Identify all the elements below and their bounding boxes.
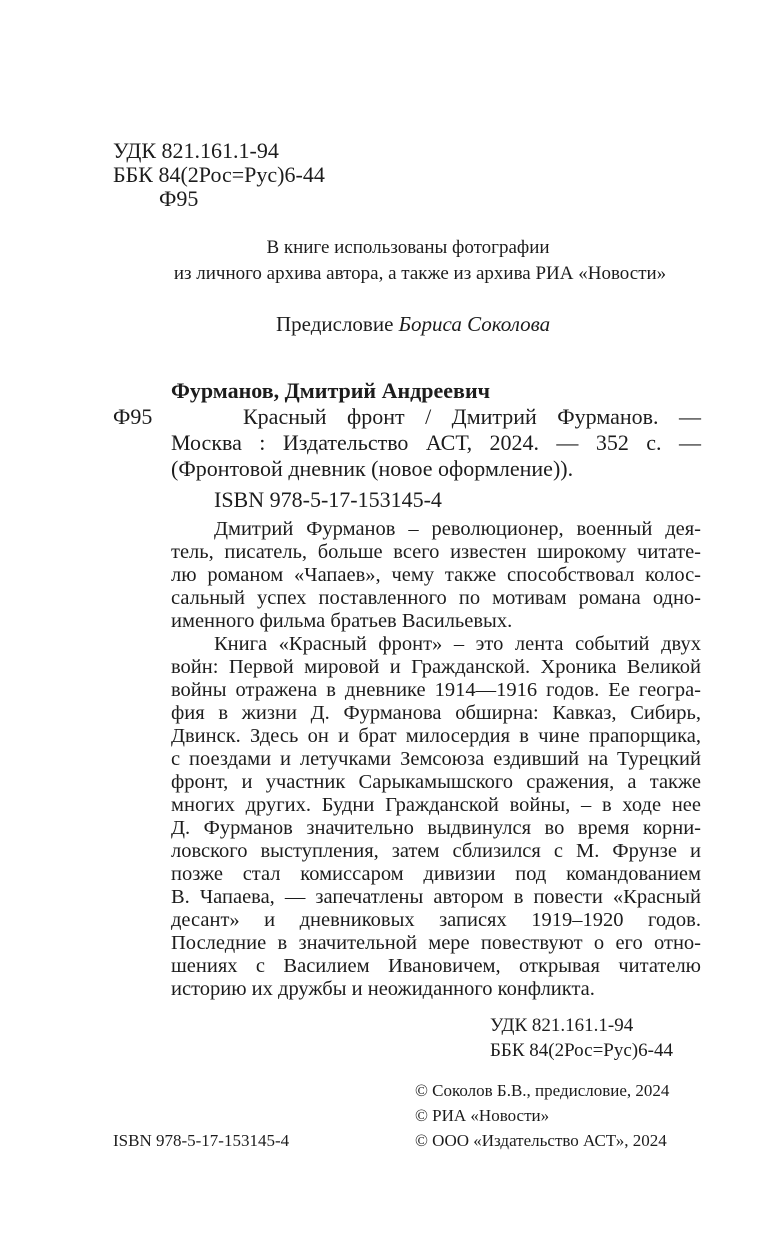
bib-line-1: Красный фронт / Дмитрий Фурманов. — — [243, 404, 701, 429]
bib-line-2: Москва : Издательство АСТ, 2024. — 352 с. — — [171, 430, 701, 455]
annotation-line: лю романом «Чапаев», чему также способствовал колос- — [171, 564, 701, 586]
photo-note-line-2: из личного архива автора, а также из архива РИА «Новости» — [173, 263, 667, 284]
annotation-line: фия в жизни Д. Фурманова обширна: Кавказ, Сибирь, — [171, 702, 701, 724]
author-mark-top: Ф95 — [159, 186, 199, 211]
bbk-code-top: ББК 84(2Рос=Рус)6-44 — [113, 162, 325, 187]
copyright-line: © ООО «Издательство АСТ», 2024 — [415, 1131, 667, 1150]
annotation-line: ловского выступления, затем сблизился с М. Фрунзе и — [171, 840, 701, 862]
annotation-line: многих других. Будни Гражданской войны, – в ходе нее — [171, 794, 701, 816]
preface-prefix: Предисловие — [276, 312, 394, 336]
annotation-line: Двинск. Здесь он и брат милосердия в чине прапорщика, — [171, 725, 701, 747]
author-heading: Фурманов, Дмитрий Андреевич — [171, 378, 491, 403]
preface-author: Бориса Соколова — [398, 312, 551, 336]
udk-code-top: УДК 821.161.1-94 — [113, 138, 279, 163]
isbn-footer: ISBN 978-5-17-153145-4 — [113, 1131, 290, 1150]
preface-credit — [276, 311, 550, 337]
bbk-code-bottom: ББК 84(2Рос=Рус)6-44 — [490, 1040, 673, 1061]
annotation-line: Д. Фурманов значительно выдвинулся во время корни- — [171, 817, 701, 839]
annotation-line: тель, писатель, больше всего известен широкому читате- — [171, 541, 701, 563]
annotation-line: войн: Первой мировой и Гражданской. Хроника Великой — [171, 656, 701, 678]
annotation-line: Дмитрий Фурманов – революционер, военный дея- — [214, 518, 701, 540]
annotation-line: фронт, и участник Сарыкамышского сражения, а также — [171, 771, 701, 793]
isbn-record: ISBN 978-5-17-153145-4 — [214, 487, 442, 512]
copyright-line: © Соколов Б.В., предисловие, 2024 — [415, 1081, 670, 1100]
copyright-line: © РИА «Новости» — [415, 1106, 550, 1125]
annotation-line: Последние в значительной мере повествуют о его отно- — [171, 932, 701, 954]
annotation-line: позже стал комиссаром дивизии под командованием — [171, 863, 701, 885]
bib-line-3: (Фронтовой дневник (новое оформление)). — [171, 456, 574, 481]
annotation-line: войны отражена в дневнике 1914—1916 годов. Ее геогра- — [171, 679, 701, 701]
annotation-line: историю их дружбы и неожиданного конфликта. — [171, 978, 595, 1000]
annotation-line: сальный успех поставленного по мотивам романа одно- — [171, 587, 701, 609]
annotation-line: В. Чапаева, — запечатлены автором в повести «Красный — [171, 886, 701, 908]
annotation-line: именного фильма братьев Васильевых. — [171, 610, 513, 632]
udk-code-bottom: УДК 821.161.1-94 — [490, 1015, 634, 1036]
annotation-line: Книга «Красный фронт» – это лента событий двух — [214, 633, 701, 655]
annotation-line: шениях с Василием Ивановичем, открывая читателю — [171, 955, 701, 977]
photo-note-line-1: В книге использованы фотографии — [266, 237, 550, 258]
author-mark: Ф95 — [113, 404, 153, 429]
annotation-line: десант» и дневниковых записях 1919–1920 годов. — [171, 909, 701, 931]
annotation-line: с поездами и летучками Земсоюза ездивший на Турецкий — [171, 748, 701, 770]
